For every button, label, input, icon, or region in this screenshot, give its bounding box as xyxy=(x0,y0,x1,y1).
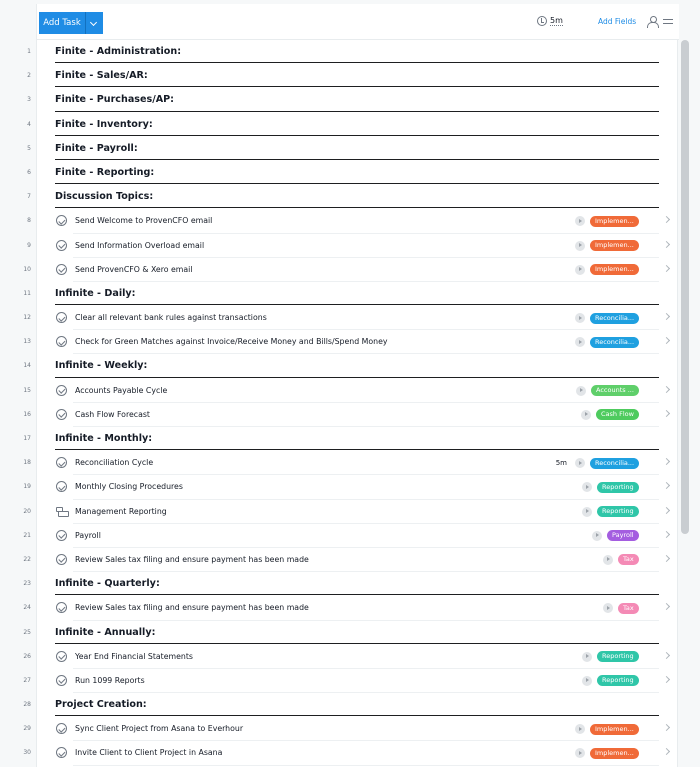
section-header[interactable] xyxy=(23,427,679,451)
tag-pill[interactable]: Implemen... xyxy=(590,264,639,275)
tag-pill[interactable]: Implemen... xyxy=(590,724,639,735)
add-task-split-button xyxy=(39,12,103,34)
section-divider xyxy=(55,594,659,595)
task-row[interactable] xyxy=(23,669,679,693)
section-header[interactable] xyxy=(27,40,679,64)
checkmark-icon[interactable] xyxy=(56,675,67,686)
row-number: 26 xyxy=(23,652,31,660)
tag-pill[interactable]: Reporting xyxy=(597,482,639,493)
task-name[interactable]: Sync Client Project from Asana to Everhour xyxy=(75,724,244,734)
section-title[interactable]: Discussion Topics: xyxy=(55,191,154,203)
chevron-right-icon[interactable] xyxy=(663,386,670,393)
add-task-button[interactable]: Add Task xyxy=(39,12,86,34)
tag-pill[interactable]: Implemen... xyxy=(590,216,639,227)
row-number: 13 xyxy=(23,338,31,346)
section-title[interactable]: Finite - Reporting: xyxy=(55,166,155,178)
row-number: 18 xyxy=(23,459,31,467)
row-number: 29 xyxy=(23,725,31,733)
row-number: 8 xyxy=(27,217,31,225)
row-number: 15 xyxy=(23,386,31,394)
checkmark-icon[interactable] xyxy=(56,240,67,251)
section-header[interactable] xyxy=(27,64,679,88)
time-estimate: 5m xyxy=(555,459,567,468)
task-name[interactable]: Reconciliation Cycle xyxy=(75,458,154,468)
checkmark-icon[interactable] xyxy=(56,554,67,565)
checkmark-icon[interactable] xyxy=(56,602,67,613)
total-time-estimate[interactable] xyxy=(537,16,563,26)
checkmark-icon[interactable] xyxy=(56,651,67,662)
section-title[interactable]: Finite - Inventory: xyxy=(55,118,153,130)
section-divider xyxy=(55,86,659,87)
play-icon[interactable] xyxy=(582,507,592,517)
row-number: 23 xyxy=(23,580,31,588)
task-rows xyxy=(23,40,679,766)
task-row[interactable] xyxy=(23,258,679,282)
chevron-right-icon[interactable] xyxy=(663,458,670,465)
task-name[interactable]: Year End Financial Statements xyxy=(75,651,193,661)
section-divider xyxy=(55,62,659,63)
clock-icon xyxy=(537,16,547,26)
chevron-right-icon[interactable] xyxy=(663,676,670,683)
section-divider xyxy=(55,183,659,184)
tag-pill[interactable]: Accounts ... xyxy=(591,385,639,396)
section-header[interactable] xyxy=(23,621,679,645)
play-icon[interactable] xyxy=(575,724,585,734)
task-row[interactable] xyxy=(23,500,679,524)
tag-pill[interactable]: Reconcilia... xyxy=(590,313,639,324)
row-number: 30 xyxy=(23,749,31,757)
play-icon[interactable] xyxy=(603,555,613,565)
play-icon[interactable] xyxy=(575,458,585,468)
task-name[interactable]: Review Sales tax filing and ensure payment has been made xyxy=(75,554,309,564)
row-number: 19 xyxy=(23,483,31,491)
task-name[interactable]: Cash Flow Forecast xyxy=(75,409,150,419)
task-name[interactable]: Payroll xyxy=(75,530,101,540)
row-number: 25 xyxy=(23,628,31,636)
section-divider xyxy=(55,377,659,378)
chevron-right-icon[interactable] xyxy=(663,507,670,514)
section-title[interactable]: Infinite - Annually: xyxy=(55,626,156,638)
task-name[interactable]: Send Information Overload email xyxy=(75,240,205,250)
tag-pill[interactable]: Tax xyxy=(618,554,639,565)
row-number: 11 xyxy=(23,289,31,297)
section-divider xyxy=(55,135,659,136)
section-header[interactable] xyxy=(23,572,679,596)
chevron-right-icon[interactable] xyxy=(663,216,670,223)
checkmark-icon[interactable] xyxy=(56,385,67,396)
tag-pill[interactable]: Reporting xyxy=(597,675,639,686)
chevron-right-icon[interactable] xyxy=(663,555,670,562)
row-number: 21 xyxy=(23,531,31,539)
row-number: 12 xyxy=(23,314,31,322)
checkmark-icon[interactable] xyxy=(56,747,67,758)
task-name[interactable]: Check for Green Matches against Invoice/Receive Money and Bills/Spend Money xyxy=(75,337,388,347)
section-title[interactable]: Infinite - Monthly: xyxy=(55,433,153,444)
row-divider xyxy=(73,765,659,766)
row-number: 1 xyxy=(27,48,31,55)
checkmark-icon[interactable] xyxy=(56,264,67,275)
checkmark-icon[interactable] xyxy=(56,457,67,468)
chevron-down-icon[interactable] xyxy=(86,12,103,34)
play-icon[interactable] xyxy=(575,337,585,347)
task-name[interactable]: Review Sales tax filing and ensure payment has been made xyxy=(75,603,309,613)
task-row[interactable] xyxy=(23,330,679,354)
chevron-right-icon[interactable] xyxy=(663,652,670,659)
tag-pill[interactable]: Implemen... xyxy=(590,240,639,251)
tag-pill[interactable]: Reporting xyxy=(597,506,639,517)
section-divider xyxy=(55,643,659,644)
section-title[interactable]: Infinite - Daily: xyxy=(55,287,136,299)
task-row[interactable] xyxy=(23,741,679,765)
row-number: 9 xyxy=(27,241,31,249)
chevron-right-icon[interactable] xyxy=(663,240,670,247)
play-icon[interactable] xyxy=(575,748,585,758)
task-row[interactable] xyxy=(23,306,679,330)
add-fields-button[interactable]: Add Fields xyxy=(598,17,637,26)
row-number: 17 xyxy=(23,435,31,442)
section-header[interactable] xyxy=(27,185,679,209)
play-icon[interactable] xyxy=(582,482,592,492)
chevron-right-icon[interactable] xyxy=(663,603,670,610)
task-row[interactable] xyxy=(23,379,679,403)
section-header[interactable] xyxy=(23,282,679,306)
task-row[interactable] xyxy=(23,548,679,572)
row-number: 3 xyxy=(27,96,31,104)
row-number: 5 xyxy=(27,144,31,152)
play-icon[interactable] xyxy=(576,386,586,396)
person-icon[interactable] xyxy=(647,16,657,27)
task-row[interactable] xyxy=(23,645,679,669)
section-title[interactable]: Finite - Sales/AR: xyxy=(55,70,148,82)
row-number: 27 xyxy=(23,676,31,684)
row-number: 4 xyxy=(27,120,31,128)
section-header[interactable] xyxy=(27,137,679,161)
tag-pill[interactable]: Reconcilia... xyxy=(590,458,639,469)
task-row[interactable] xyxy=(27,234,679,258)
task-name[interactable]: Invite Client to Client Project in Asana xyxy=(75,748,223,758)
chevron-right-icon[interactable] xyxy=(663,482,670,489)
section-title[interactable]: Project Creation: xyxy=(55,699,147,711)
section-divider xyxy=(55,304,659,305)
row-number: 10 xyxy=(23,265,31,273)
task-row[interactable] xyxy=(27,209,679,233)
chevron-right-icon[interactable] xyxy=(663,531,670,538)
row-number: 2 xyxy=(27,72,31,80)
checkmark-icon[interactable] xyxy=(56,215,67,226)
scrollbar[interactable] xyxy=(681,40,689,534)
chevron-right-icon[interactable] xyxy=(663,410,670,417)
task-name[interactable]: Management Reporting xyxy=(75,506,167,516)
sort-icon[interactable] xyxy=(663,17,673,26)
list-toolbar xyxy=(37,4,679,40)
chevron-right-icon[interactable] xyxy=(663,337,670,344)
section-header[interactable] xyxy=(23,354,679,378)
section-title[interactable]: Finite - Payroll: xyxy=(55,142,138,154)
section-divider xyxy=(55,715,659,716)
task-list-panel xyxy=(23,4,678,767)
checkmark-icon[interactable] xyxy=(56,312,67,323)
row-number: 16 xyxy=(23,410,31,418)
task-row[interactable] xyxy=(23,403,679,427)
checkmark-icon[interactable] xyxy=(56,481,67,492)
section-header[interactable] xyxy=(23,693,679,717)
tag-pill[interactable]: Reporting xyxy=(597,651,639,662)
row-number: 7 xyxy=(27,193,31,201)
play-icon[interactable] xyxy=(575,241,585,251)
task-name[interactable]: Send Welcome to ProvenCFO email xyxy=(75,216,213,226)
row-number: 20 xyxy=(23,507,31,515)
task-name[interactable]: Clear all relevant bank rules against transactions xyxy=(75,313,267,323)
task-name[interactable]: Run 1099 Reports xyxy=(75,675,145,685)
section-title[interactable]: Infinite - Weekly: xyxy=(55,360,148,372)
section-divider xyxy=(55,207,659,208)
section-title[interactable]: Finite - Administration: xyxy=(55,46,182,57)
play-icon[interactable] xyxy=(582,676,592,686)
time-estimate-value: 5m xyxy=(550,16,563,25)
tag-pill[interactable]: Payroll xyxy=(607,530,639,541)
section-header[interactable] xyxy=(27,113,679,137)
row-number: 22 xyxy=(23,555,31,563)
play-icon[interactable] xyxy=(581,410,591,420)
chevron-right-icon[interactable] xyxy=(663,313,670,320)
play-icon[interactable] xyxy=(575,265,585,275)
section-header[interactable] xyxy=(27,161,679,185)
task-row[interactable] xyxy=(23,717,679,741)
section-title[interactable]: Finite - Purchases/AP: xyxy=(55,94,175,106)
task-name[interactable]: Send ProvenCFO & Xero email xyxy=(75,264,193,274)
play-icon[interactable] xyxy=(575,313,585,323)
chevron-right-icon[interactable] xyxy=(663,748,670,755)
section-title[interactable]: Infinite - Quarterly: xyxy=(55,578,160,590)
task-row[interactable] xyxy=(23,524,679,548)
row-number: 28 xyxy=(23,701,31,709)
task-name[interactable]: Accounts Payable Cycle xyxy=(75,385,168,395)
checkmark-icon[interactable] xyxy=(56,723,67,734)
section-divider xyxy=(55,449,659,450)
task-row[interactable] xyxy=(23,451,679,475)
tag-pill[interactable]: Tax xyxy=(618,603,639,614)
tag-pill[interactable]: Cash Flow xyxy=(596,409,639,420)
checkmark-icon[interactable] xyxy=(56,409,67,420)
section-header[interactable] xyxy=(27,88,679,112)
subtask-icon[interactable] xyxy=(56,507,68,516)
checkmark-icon[interactable] xyxy=(56,336,67,347)
section-divider xyxy=(55,111,659,112)
play-icon[interactable] xyxy=(582,652,592,662)
play-icon[interactable] xyxy=(575,216,585,226)
row-number: 14 xyxy=(23,362,31,370)
row-number: 24 xyxy=(23,604,31,612)
row-number: 6 xyxy=(27,168,31,176)
chevron-right-icon[interactable] xyxy=(663,724,670,731)
play-icon[interactable] xyxy=(603,603,613,613)
section-divider xyxy=(55,159,659,160)
task-row[interactable] xyxy=(23,596,679,620)
tag-pill[interactable]: Reconcilia... xyxy=(590,337,639,348)
play-icon[interactable] xyxy=(592,531,602,541)
task-name[interactable]: Monthly Closing Procedures xyxy=(75,482,183,492)
checkmark-icon[interactable] xyxy=(56,530,67,541)
task-row[interactable] xyxy=(23,475,679,499)
tag-pill[interactable]: Implemen... xyxy=(590,748,639,759)
chevron-right-icon[interactable] xyxy=(663,265,670,272)
